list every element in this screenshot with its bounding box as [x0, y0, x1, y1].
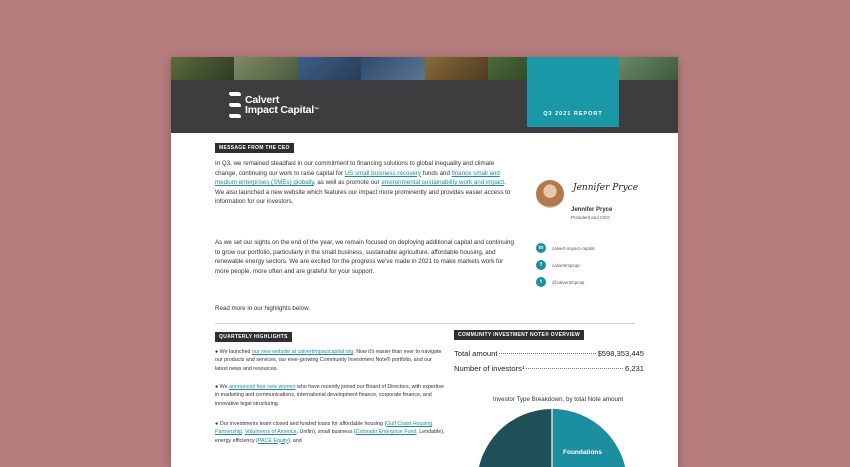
- company-logo: [229, 92, 319, 118]
- ceo-signature: Jennifer Pryce: [573, 183, 639, 193]
- company-name-line2: Impact Capital: [245, 104, 314, 116]
- highlight-1-text-a: We launched: [219, 349, 252, 355]
- link-pace-equity[interactable]: PACE Equity: [257, 437, 289, 444]
- total-amount-value: $598,353,445: [597, 349, 644, 358]
- linkedin-handle: calvert-impact-capital: [552, 245, 595, 251]
- link-colorado-enterprise-fund[interactable]: Colorado Enterprise Fund: [355, 429, 417, 436]
- pie-slice-foundations: [552, 409, 627, 467]
- facebook-handle: calvertimpcap: [552, 262, 580, 268]
- report-badge: [527, 57, 619, 127]
- facebook-icon: f: [536, 260, 546, 270]
- ceo-paragraph-2: As we set our sights on the end of the year, we remain focused on deploying additional capital and continuing to grow our portfolio, particularly in the small business, sustainable agriculture, affordable housing, and renewable energy sectors. We are excited for the progress we've made in 2021 to make markets work for more people, more often and are grateful for your support.: [215, 239, 514, 275]
- highlight-3-text-a: Our investments team closed and funded loans for affordable housing (: [219, 421, 387, 427]
- link-small-business-recovery[interactable]: US small business recovery: [344, 169, 422, 177]
- ceo-p1-text-b: funds and: [421, 169, 452, 177]
- linkedin-icon: in: [536, 243, 546, 253]
- link-volunteers-of-america[interactable]: Volunteers of America: [245, 429, 297, 436]
- link-finance-smes[interactable]: finance small and medium enterprises (SMEs) globally: [215, 169, 500, 187]
- ceo-paragraph-1: [215, 159, 515, 207]
- report-label: Q3 2021 REPORT: [543, 111, 603, 117]
- twitter-handle: @calvertimpcap: [552, 279, 585, 285]
- section-divider: [215, 323, 635, 324]
- investor-chart-title: Investor Type Breakdown, by total Note amount: [492, 396, 624, 403]
- highlight-2-text-a: We: [219, 384, 229, 390]
- pie-label-foundations: Foundations: [563, 449, 602, 456]
- logo-icon: [229, 92, 241, 118]
- link-environmental-sustainability[interactable]: environmental sustainability work and impact: [381, 179, 505, 187]
- overview-section-label: COMMUNITY INVESTMENT NOTE® OVERVIEW: [454, 330, 584, 340]
- ceo-avatar: [536, 180, 564, 208]
- investors-row: [454, 364, 644, 373]
- ceo-title: President and CEO: [571, 215, 610, 220]
- investor-type-pie-chart: [477, 409, 627, 467]
- ceo-p1-text-a: In Q3, we remained steadfast in our commitment to financing solutions to global inequality and climate change, continuing our work to raise capital for: [215, 160, 495, 177]
- highlight-3-text-b: ,: [242, 429, 246, 436]
- trademark: ™: [313, 107, 319, 113]
- company-name-line1: Calvert: [245, 94, 280, 106]
- highlight-3-text-d: , Lendable), energy efficiency (: [215, 429, 445, 444]
- social-linkedin[interactable]: [536, 243, 595, 253]
- highlight-item-3: ● Our investments team closed and funded loans for affordable housing (Gulf Coast Housing Partnership, Volunteers of America, Unifin), small business (Colorado Enterprise Fund, Lendable), energy efficiency (PACE Equity), and: [215, 421, 445, 444]
- investors-value: 6,231: [624, 364, 644, 373]
- highlight-item-2: ● We announced four new women who have recently joined our Board of Directors, with expertise in marketing and communications, international development finance, corporate finance, and innovative legal structuring.: [215, 384, 444, 407]
- total-amount-label: Total amount: [454, 349, 498, 358]
- total-amount-row: [454, 349, 644, 358]
- social-facebook[interactable]: [536, 260, 580, 270]
- report-document: [171, 57, 678, 467]
- link-new-website[interactable]: our new website at calvertimpactcapital.org: [251, 349, 354, 355]
- highlight-3-text-e: ), and: [288, 437, 302, 444]
- highlight-2-text-b: who have recently joined our Board of Directors, with expertise in marketing and communications, international development finance, corporate finance, and innovative legal structuring.: [215, 384, 444, 407]
- investors-label: Number of investors¹: [454, 364, 525, 373]
- ceo-p1-text-d: . We also launched a new website which features our impact more prominently and provides easier access to information for our investors.: [215, 179, 511, 206]
- ceo-p1-text-c: , as well as promote our: [313, 179, 382, 187]
- ceo-section-label: MESSAGE FROM THE CEO: [215, 143, 294, 153]
- ceo-name: Jennifer Pryce: [571, 207, 613, 213]
- link-gulf-coast-housing[interactable]: Gulf Coast Housing Partnership: [215, 421, 433, 436]
- link-four-new-women[interactable]: announced four new women: [229, 384, 296, 390]
- ceo-paragraph-3: Read more in our highlights below.: [215, 305, 310, 312]
- highlight-1-text-b: . Now it's easier than ever to navigate our products and services, our ever-growing Community Investment Note® portfolio, and our latest news and resources.: [215, 349, 442, 372]
- highlights-section-label: QUARTERLY HIGHLIGHTS: [215, 332, 292, 342]
- highlight-item-1: ● We launched our new website at calvertimpactcapital.org. Now it's easier than ever to navigate our products and services, our ever-growing Community Investment Note® portfolio, and our latest news and resources.: [215, 349, 442, 372]
- twitter-icon: t: [536, 277, 546, 287]
- highlight-3-text-c: , Unifin), small business (: [296, 429, 356, 436]
- social-twitter[interactable]: [536, 277, 584, 287]
